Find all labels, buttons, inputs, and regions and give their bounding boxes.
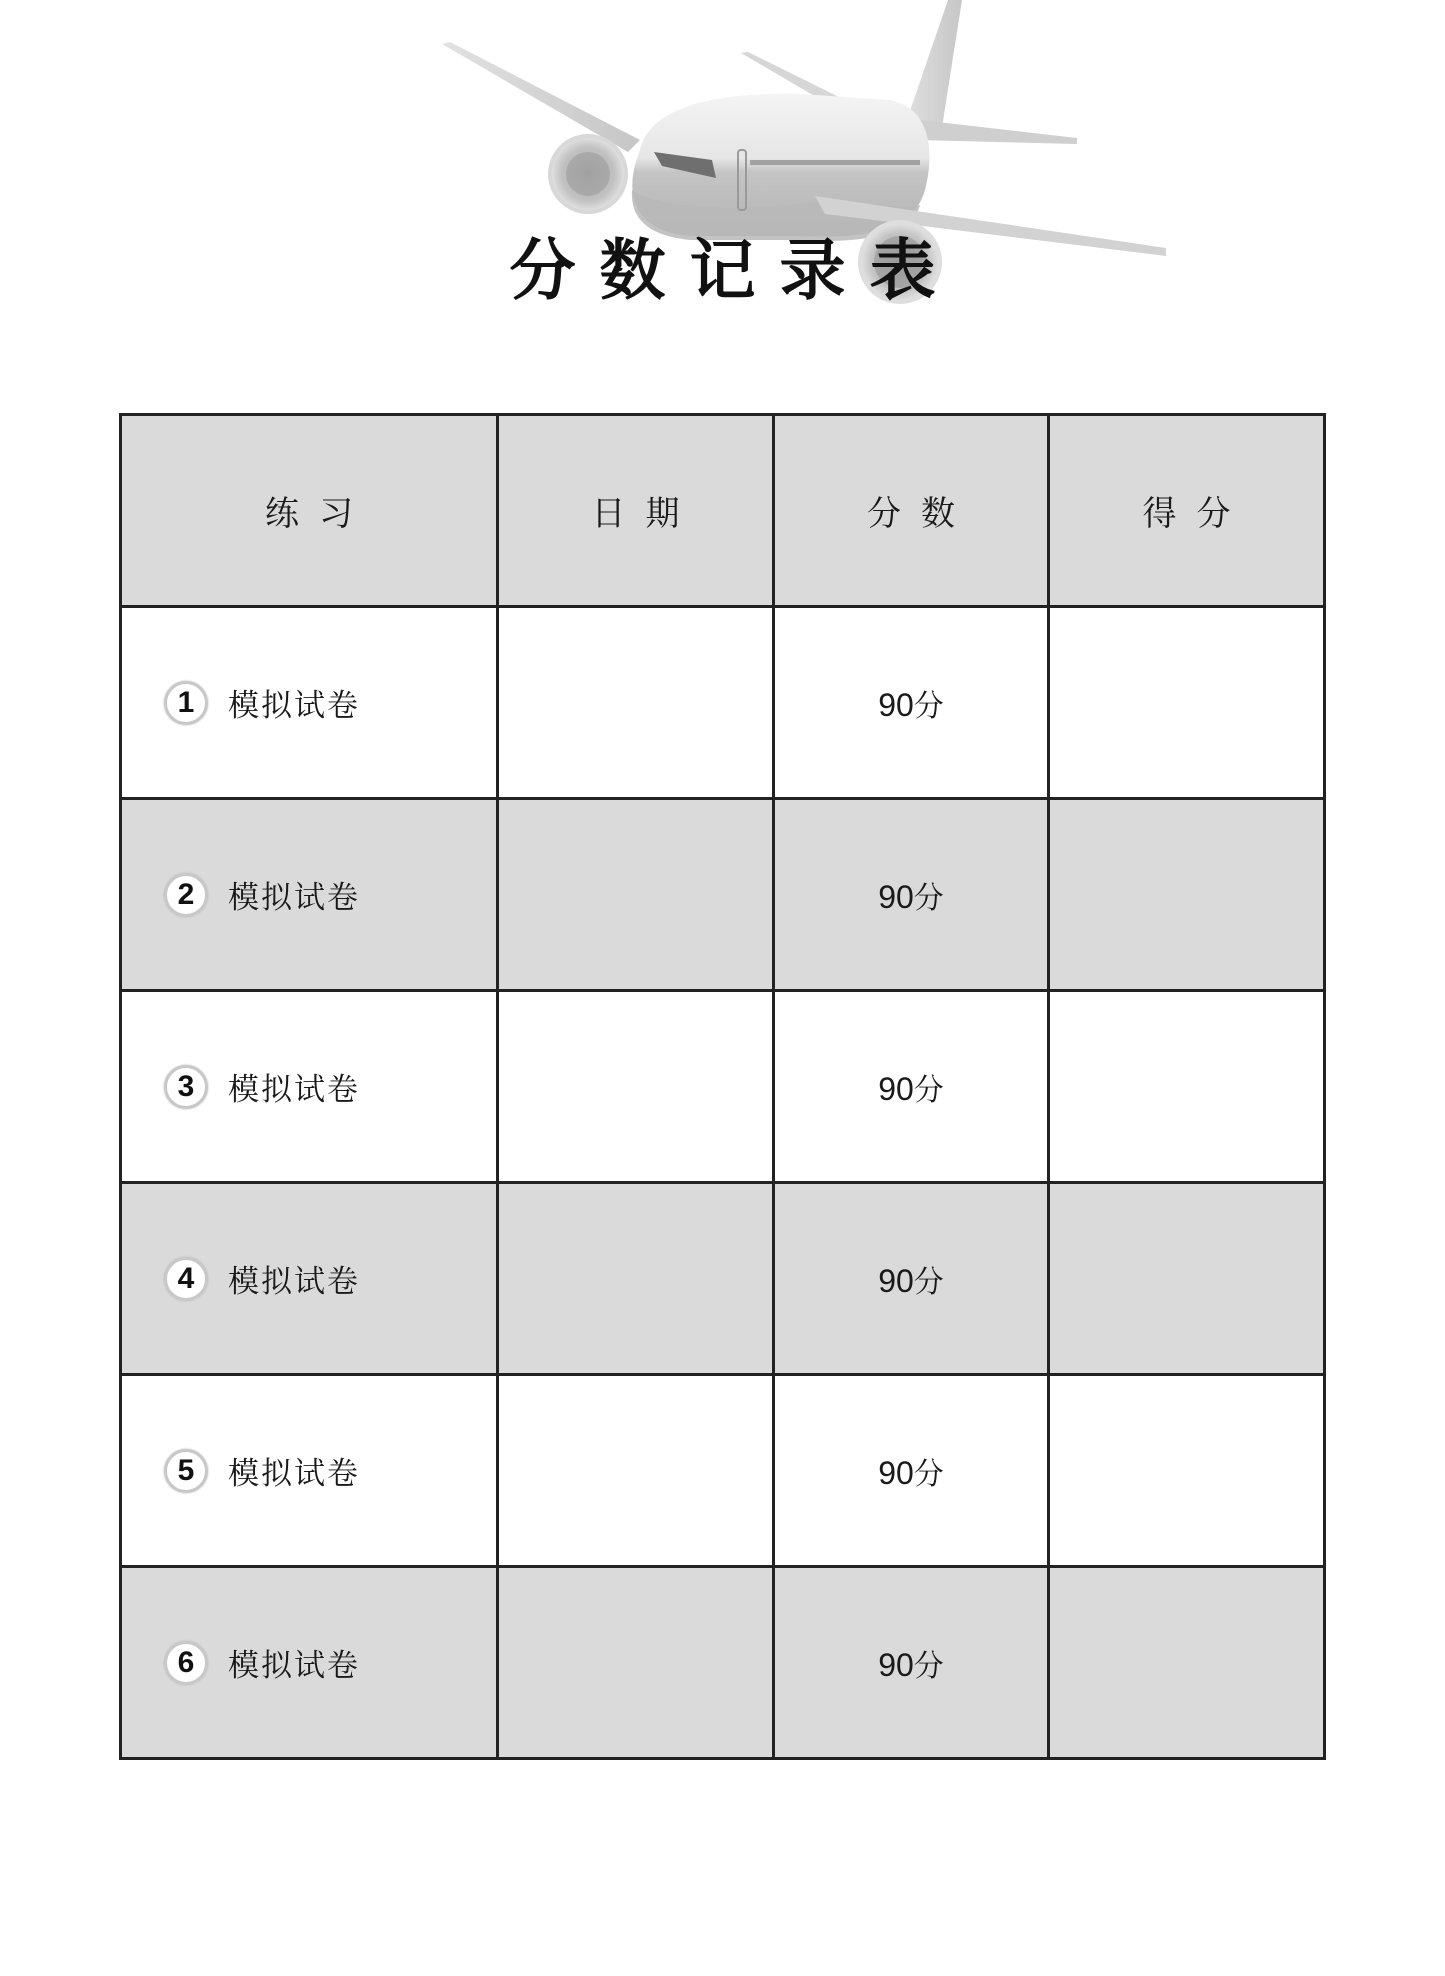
number-badge-icon: 2 — [164, 873, 208, 917]
date-cell[interactable] — [498, 799, 774, 991]
stabilizer — [918, 120, 1077, 144]
date-cell[interactable] — [498, 1183, 774, 1375]
header-date: 日期 — [498, 415, 774, 607]
exercise-label: 模拟试卷 — [228, 880, 360, 916]
earned-score-cell[interactable] — [1049, 799, 1325, 991]
header-full-score: 分数 — [774, 415, 1049, 607]
table-header-row — [121, 415, 1325, 607]
earned-score-cell[interactable] — [1049, 1375, 1325, 1567]
exercise-cell — [121, 799, 498, 991]
exercise-label: 模拟试卷 — [228, 1072, 360, 1108]
exercise-cell — [121, 1183, 498, 1375]
full-score-cell: 90分 — [774, 991, 1049, 1183]
full-score-cell: 90分 — [774, 607, 1049, 799]
cabin-windows — [750, 160, 920, 165]
exercise-label: 模拟试卷 — [228, 1648, 360, 1684]
exercise-cell — [121, 607, 498, 799]
date-cell[interactable] — [498, 1375, 774, 1567]
table-row — [121, 991, 1325, 1183]
date-cell[interactable] — [498, 991, 774, 1183]
header-earned-score: 得分 — [1049, 415, 1325, 607]
full-score-cell: 90分 — [774, 1375, 1049, 1567]
exercise-cell — [121, 1567, 498, 1759]
full-score-cell: 90分 — [774, 1183, 1049, 1375]
exercise-label: 模拟试卷 — [228, 1264, 360, 1300]
exercise-label: 模拟试卷 — [228, 1456, 360, 1492]
date-cell[interactable] — [498, 1567, 774, 1759]
exercise-cell — [121, 1375, 498, 1567]
left-wing — [442, 42, 640, 152]
earned-score-cell[interactable] — [1049, 607, 1325, 799]
date-cell[interactable] — [498, 607, 774, 799]
number-badge-icon: 4 — [164, 1257, 208, 1301]
number-badge-icon: 1 — [164, 681, 208, 725]
table-row — [121, 607, 1325, 799]
number-badge-icon: 3 — [164, 1065, 208, 1109]
page-title: 分数记录表 — [509, 232, 960, 309]
score-record-table — [119, 413, 1326, 1760]
header-exercise: 练习 — [121, 415, 498, 607]
table-row — [121, 799, 1325, 991]
earned-score-cell[interactable] — [1049, 991, 1325, 1183]
exercise-cell — [121, 991, 498, 1183]
table-row — [121, 1375, 1325, 1567]
number-badge-icon: 5 — [164, 1449, 208, 1493]
number-badge-icon: 6 — [164, 1641, 208, 1685]
earned-score-cell[interactable] — [1049, 1183, 1325, 1375]
full-score-cell: 90分 — [774, 799, 1049, 991]
table-row — [121, 1567, 1325, 1759]
table-row — [121, 1183, 1325, 1375]
earned-score-cell[interactable] — [1049, 1567, 1325, 1759]
full-score-cell: 90分 — [774, 1567, 1049, 1759]
exercise-label: 模拟试卷 — [228, 688, 360, 724]
